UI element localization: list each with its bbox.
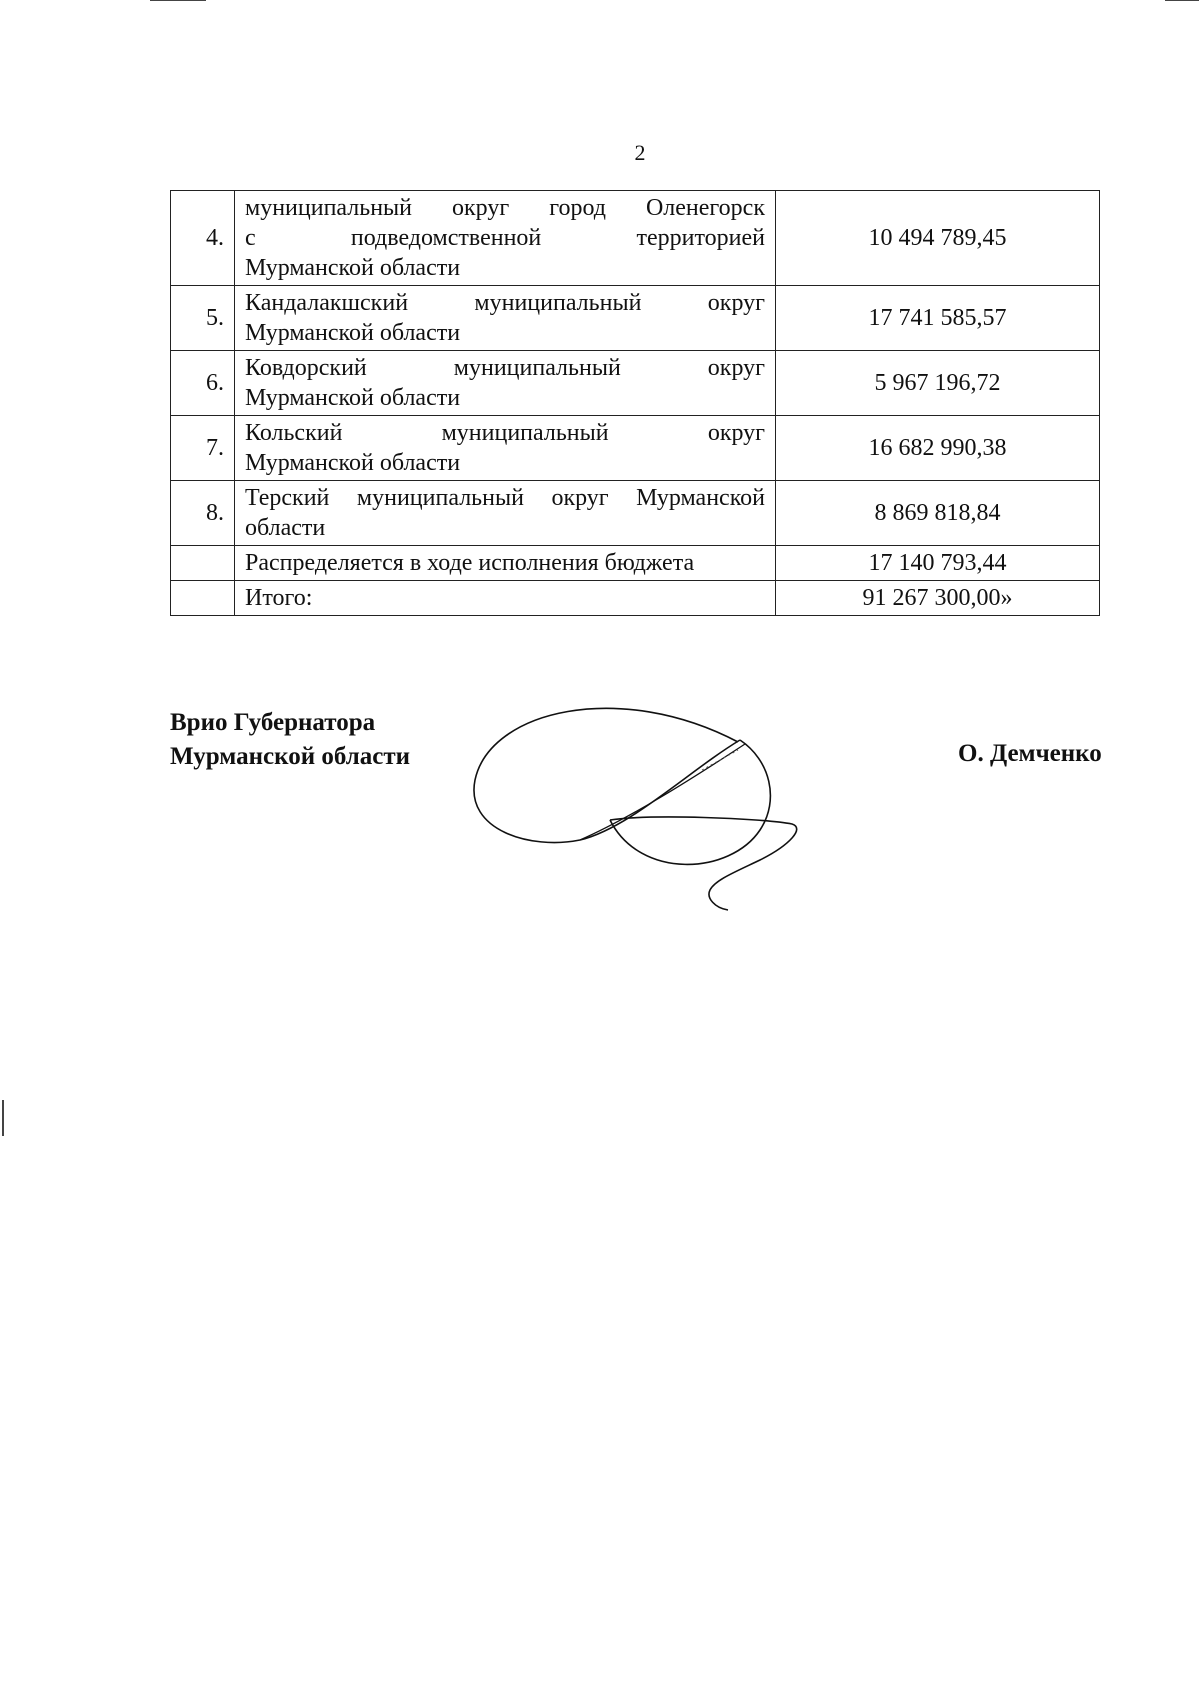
allocation-amount: 8 869 818,84 [776, 481, 1100, 546]
municipality-name [235, 481, 776, 546]
table-row [171, 546, 1100, 581]
signatory-title-line-1: Врио Губернатора [170, 709, 376, 736]
table-row [171, 286, 1100, 351]
municipality-name-line: Итого: [245, 585, 313, 611]
municipality-name-line: области [245, 515, 326, 541]
row-number [171, 546, 235, 581]
municipality-name [235, 286, 776, 351]
municipality-name-line: Терский муниципальный округ Мурманской [245, 485, 765, 511]
row-number: 7. [171, 416, 235, 481]
municipality-name-line: Мурманской области [245, 450, 461, 476]
municipality-name [235, 351, 776, 416]
table-body [171, 191, 1100, 616]
row-number: 5. [171, 286, 235, 351]
scan-edge-mark [1165, 0, 1199, 1]
municipality-name-line: Ковдорский муниципальный округ [245, 355, 765, 381]
municipality-name-line: с подведомственной территорией [245, 225, 765, 251]
scan-edge-mark [2, 1100, 4, 1136]
table-row [171, 416, 1100, 481]
scan-edge-mark [150, 0, 206, 1]
table-row [171, 191, 1100, 286]
municipality-name-line: Кольский муниципальный округ [245, 420, 765, 446]
municipality-name-line: Распределяется в ходе исполнения бюджета [245, 550, 695, 576]
table-row [171, 481, 1100, 546]
municipality-name [235, 581, 776, 616]
allocation-amount: 16 682 990,38 [776, 416, 1100, 481]
signer-name: О. Демченко [958, 740, 1102, 767]
municipality-name [235, 416, 776, 481]
table-row [171, 351, 1100, 416]
row-number: 4. [171, 191, 235, 286]
allocation-amount: 17 741 585,57 [776, 286, 1100, 351]
municipality-name-line: Мурманской области [245, 255, 461, 281]
municipality-name-line: Кандалакшский муниципальный округ [245, 290, 765, 316]
row-number [171, 581, 235, 616]
allocation-amount: 91 267 300,00» [776, 581, 1100, 616]
allocation-table [170, 190, 1100, 616]
allocation-amount: 10 494 789,45 [776, 191, 1100, 286]
signatory-title [170, 706, 410, 774]
handwritten-signature [470, 700, 850, 930]
municipality-name [235, 546, 776, 581]
row-number: 8. [171, 481, 235, 546]
municipality-name [235, 191, 776, 286]
municipality-name-line: Мурманской области [245, 320, 461, 346]
row-number: 6. [171, 351, 235, 416]
page-number: 2 [634, 140, 646, 165]
municipality-name-line: муниципальный округ город Оленегорск [245, 195, 765, 221]
allocation-amount: 5 967 196,72 [776, 351, 1100, 416]
table-row [171, 581, 1100, 616]
allocation-amount: 17 140 793,44 [776, 546, 1100, 581]
municipality-name-line: Мурманской области [245, 385, 461, 411]
signatory-title-line-2: Мурманской области [170, 743, 411, 770]
